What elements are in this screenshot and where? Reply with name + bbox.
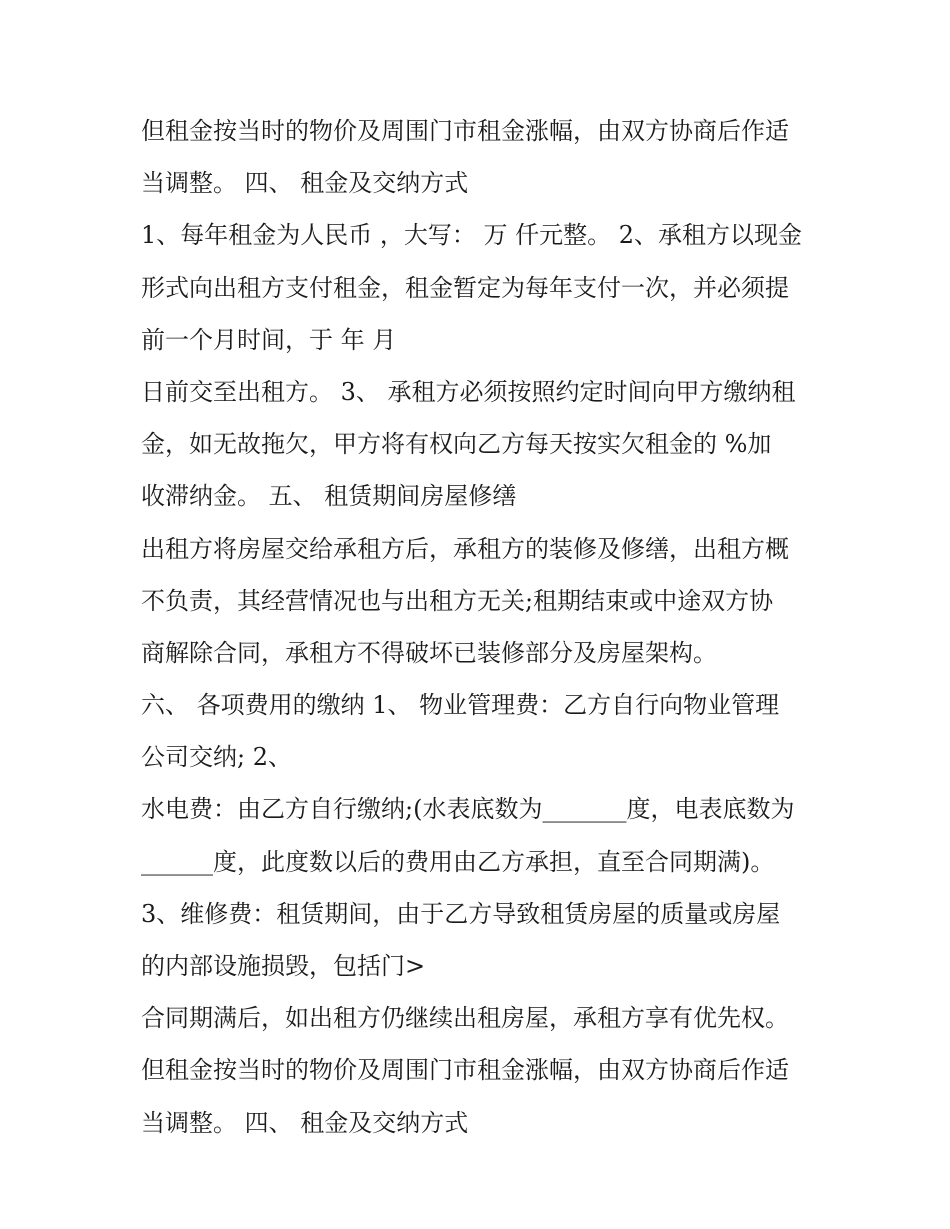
text-line: 日前交至出租方。 3、 承租方必须按照约定时间向甲方缴纳租 — [141, 377, 796, 406]
text-line: 但租金按当时的物价及周围门市租金涨幅，由双方协商后作适 — [141, 117, 789, 145]
text-line: 当调整。 四、 租金及交纳方式 — [141, 1108, 469, 1137]
text-line: 金，如无故拖欠，甲方将有权向乙方每天按实欠租金的 %加 — [141, 430, 772, 459]
text-line: 的内部设施损毁，包括门> — [141, 952, 426, 980]
text-line: 水电费：由乙方自行缴纳;(水表底数为_______度，电表底数为 — [141, 795, 795, 824]
text-line: 公司交纳; 2、 — [141, 743, 292, 772]
text-line: 商解除合同，承租方不得破坏已装修部分及房屋架构。 — [141, 638, 717, 667]
text-line: 不负责，其经营情况也与出租方无关;租期结束或中途双方协 — [141, 586, 774, 615]
text-line: 收滞纳金。 五、 租赁期间房屋修缮 — [141, 482, 517, 511]
text-line: ______度，此度数以后的费用由乙方承担，直至合同期满)。 — [141, 847, 775, 876]
text-line: 3、维修费：租赁期间，由于乙方导致租赁房屋的质量或房屋 — [141, 899, 781, 928]
text-line: 出租方将房屋交给承租方后，承租方的装修及修缮，出租方概 — [141, 534, 789, 563]
text-line: 前一个月时间，于 年 月 — [141, 325, 397, 354]
text-line: 1、每年租金为人民币 ，大写： 万 仟元整。 2、承租方以现金 — [141, 221, 803, 250]
text-line: 合同期满后，如出租方仍继续出租房屋，承租方享有优先权。 — [141, 1004, 789, 1033]
text-line: 当调整。 四、 租金及交纳方式 — [141, 169, 469, 198]
document-body — [141, 105, 821, 1149]
text-line: 形式向出租方支付租金，租金暂定为每年支付一次，并必须提 — [141, 273, 789, 302]
text-line: 六、 各项费用的缴纳 1、 物业管理费：乙方自行向物业管理 — [141, 691, 780, 720]
text-line: 但租金按当时的物价及周围门市租金涨幅，由双方协商后作适 — [141, 1056, 789, 1085]
